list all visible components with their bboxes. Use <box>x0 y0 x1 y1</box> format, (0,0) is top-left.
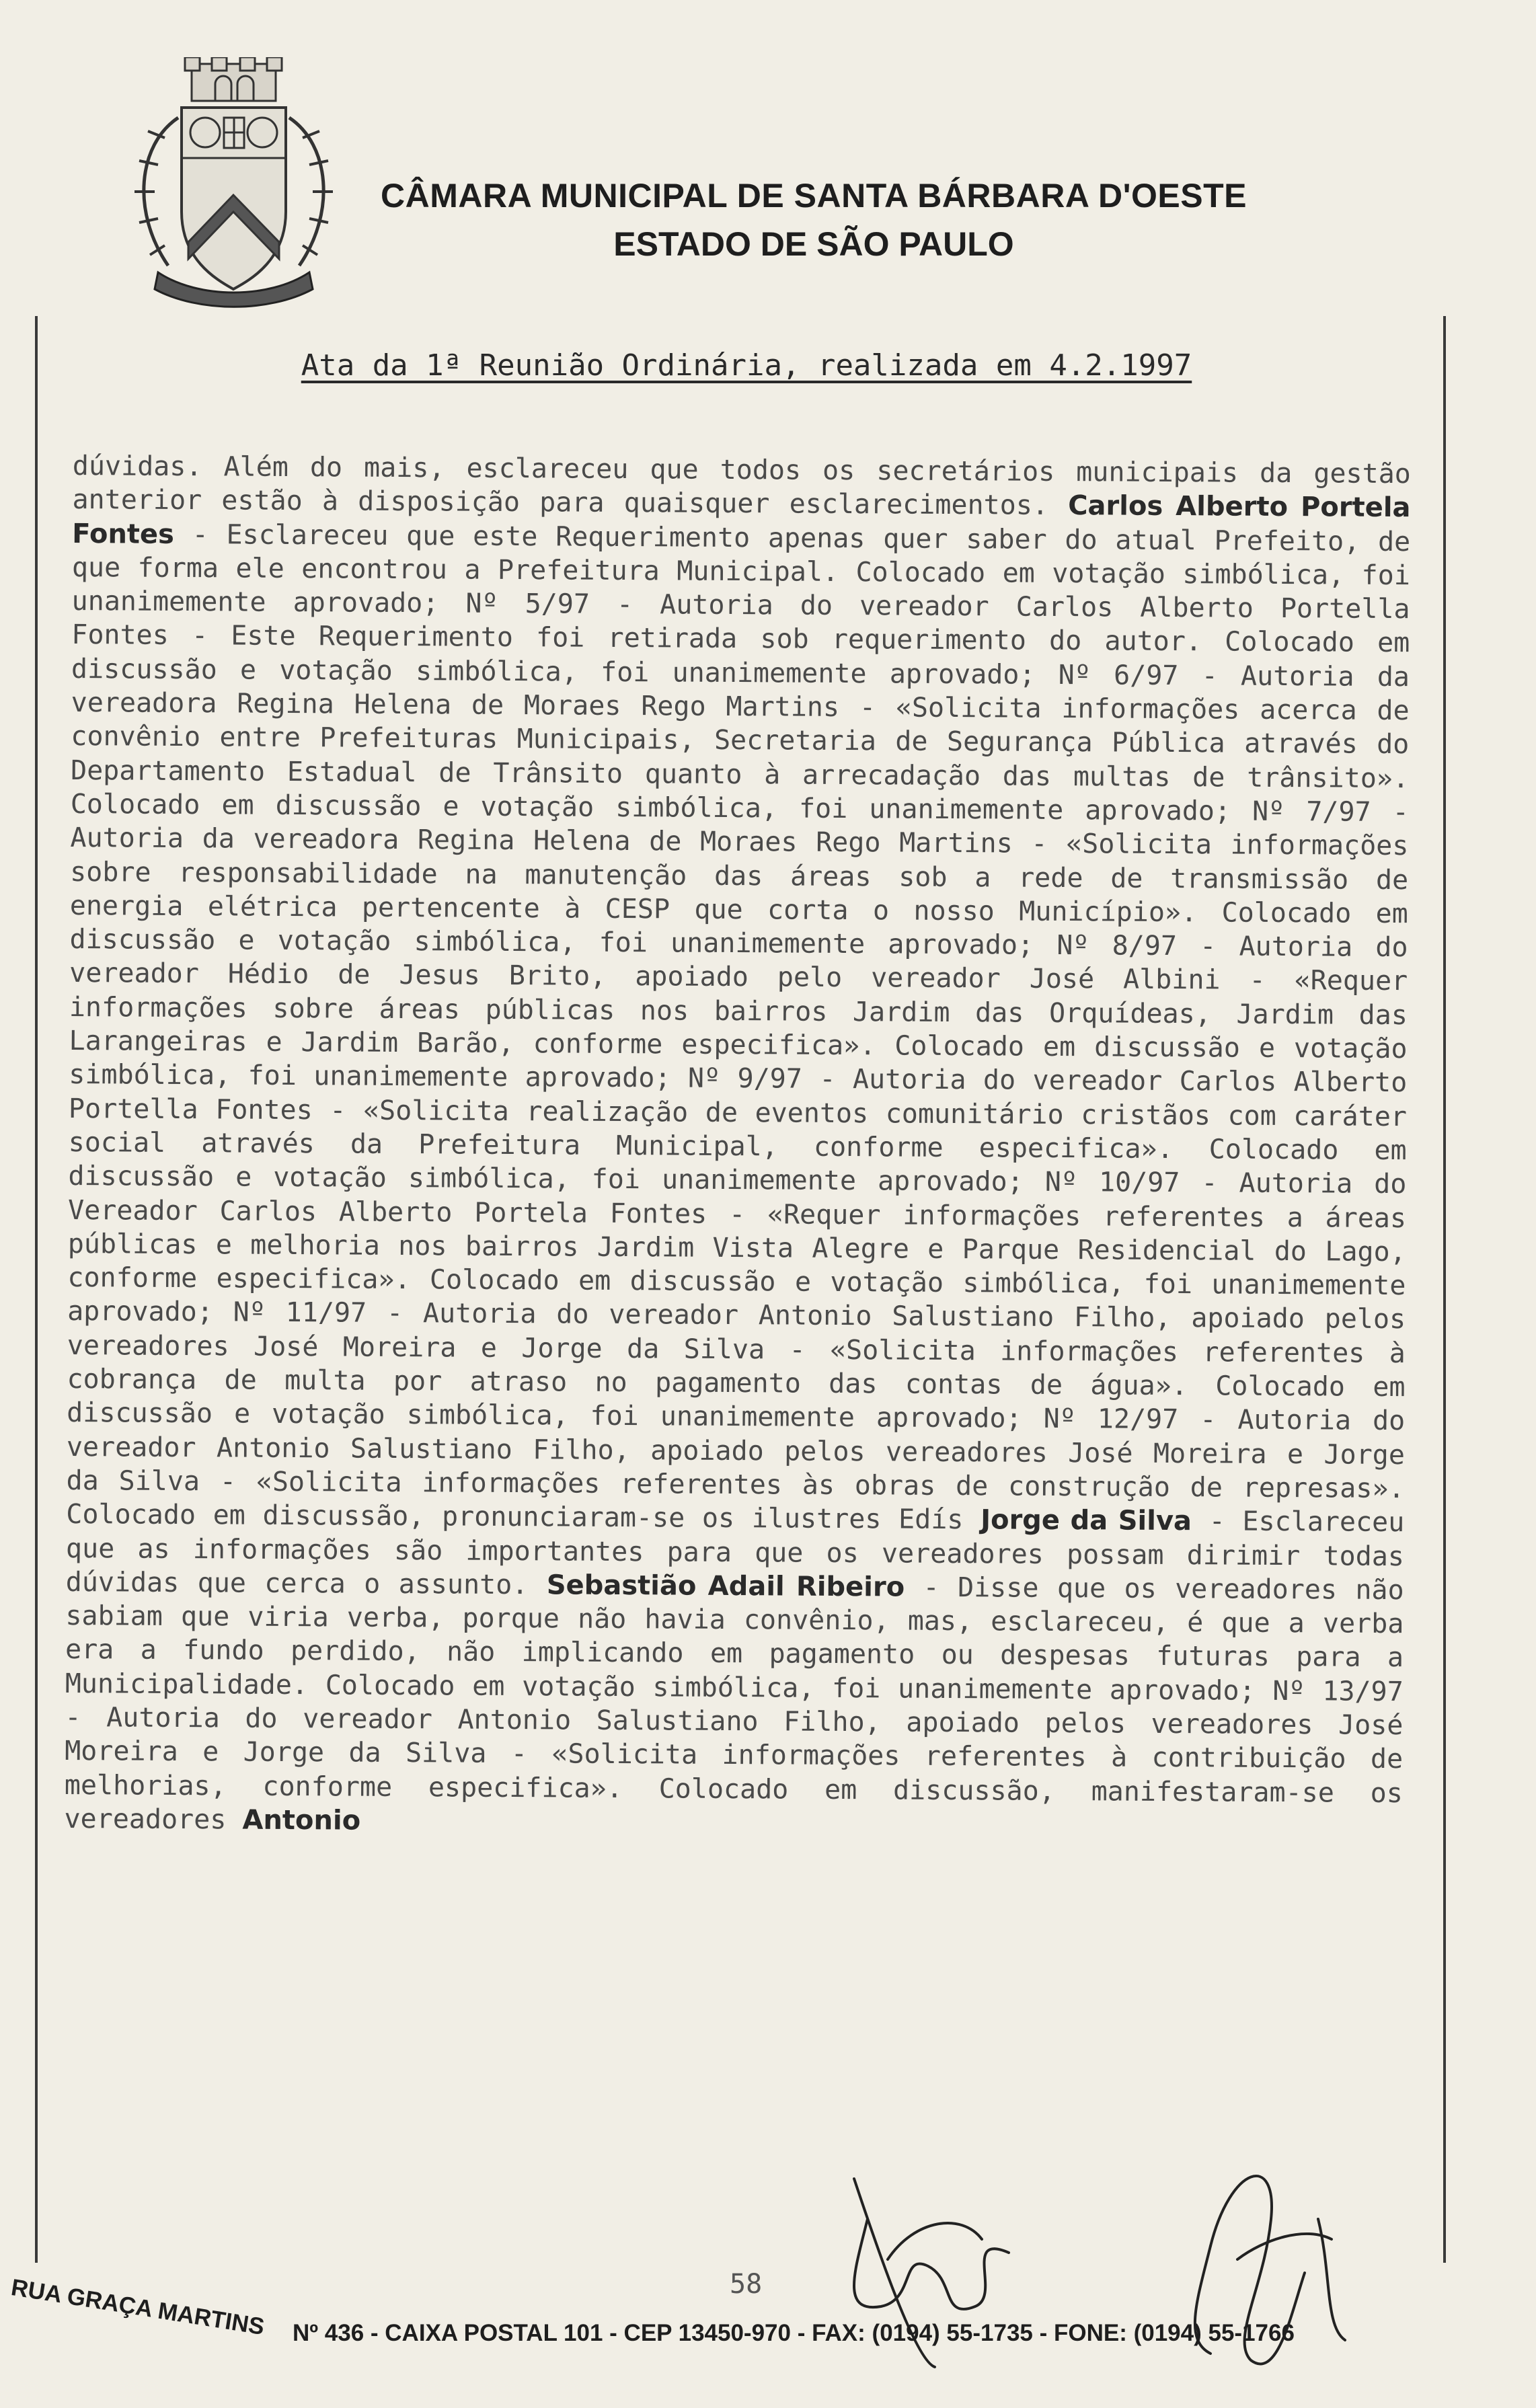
institution-name: CÂMARA MUNICIPAL DE SANTA BÁRBARA D'OESTE <box>381 177 1247 215</box>
letterhead-footer <box>9 2274 1520 2382</box>
letterhead <box>377 176 1251 264</box>
page-number: 58 <box>730 2269 763 2300</box>
state-name: ESTADO DE SÃO PAULO <box>613 225 1014 263</box>
speaker-name: Jorge da Silva <box>981 1504 1192 1537</box>
municipal-coat-of-arms-icon <box>118 57 350 313</box>
speaker-name: Sebastião Adail Ribeiro <box>546 1569 905 1603</box>
document-title: Ata da 1ª Reunião Ordinária, realizada em 4.2.1997 <box>301 348 1192 383</box>
footer-street: RUA GRAÇA MARTINS <box>9 2274 266 2341</box>
minutes-text: dúvidas. Além do mais, esclareceu que todos os secretários municipais da gestão anterior estão à disposição para quaisquer esclarecimentos. <box>72 450 1411 522</box>
footer-contact: Nº 436 - CAIXA POSTAL 101 - CEP 13450-970 - FAX: (0194) 55-1735 - FONE: (0194) 55-1766 <box>293 2320 1295 2346</box>
speaker-name: Antonio <box>242 1804 361 1836</box>
minutes-text: - Esclareceu que as informações são importantes para que os vereadores possam dirimir todas dúvidas que cerca o assunto. <box>65 1506 1405 1601</box>
minutes-body-text <box>64 449 1411 1844</box>
right-margin-rule <box>1443 316 1446 2263</box>
speaker-name: Carlos Alberto Portela Fontes <box>72 490 1411 550</box>
minutes-text: - Esclareceu que este Requerimento apenas quer saber do atual Prefeito, de que forma ele encontrou a Prefeitura Municipal. Colocado em votação simbólica, foi unanimemente aprovado; Nº 5/97 - Autoria do vereador Carlos Alberto Portella Fontes - Este Requerimento foi retirada sob requerimento do autor. Colocado em discussão e votação simbólica, foi unanimemente aprovado; Nº 6/97 - Autoria da vereadora Regina Helena de Moraes Rego Martins - «Solicita informações acerca de convênio entre Prefeituras Municipais, Secretaria de Segurança Pública através do Departamento Estadual de Trânsito quanto à arrecadação das multas de trânsito». Colocado em discussão e votação simbólica, foi unanimemente aprovado; Nº 7/97 - Autoria da vereadora Regina Helena de Moraes Rego Martins - «Solicita informações sobre responsabilidade na manutenção das áreas sob a rede de transmissão de energia elétrica pertencente à CESP que corta o nosso Município». Colocado em discussão e votação simbólica, foi unanimemente aprovado; Nº 8/97 - Autoria do vereador Hédio de Jesus Brito, apoiado pelo vereador José Albini - «Requer informações sobre áreas públicas nos bairros Jardim das Orquídeas, Jardim das Larangeiras e Jardim Barão, conforme especifica». Colocado em discussão e votação simbólica, foi unanimemente aprovado; Nº 9/97 - Autoria do vereador Carlos Alberto Portella Fontes - «Solicita realização de eventos comunitário cristãos com caráter social através da Prefeitura Municipal, conforme especifica». Colocado em discussão e votação simbólica, foi unanimemente aprovado; Nº 10/97 - Autoria do Vereador Carlos Alberto Portela Fontes - «Requer informações referentes a áreas públicas e melhoria nos bairros Jardim Vista Alegre e Parque Residencial do Lago, conforme especifica». Colocado em discussão e votação simbólica, foi unanimemente aprovado; Nº 11/97 - Autoria do vereador Antonio Salustiano Filho, apoiado pelos vereadores José Moreira e Jorge da Silva - «Solicita informações referentes à cobrança de multa por atraso no pagamento das contas de água». Colocado em discussão e votação simbólica, foi unanimemente aprovado; Nº 12/97 - Autoria do vereador Antonio Salustiano Filho, apoiado pelos vereadores José Moreira e Jorge da Silva - «Solicita informações referentes às obras de construção de represas». Colocado em discussão, pronunciaram-se os ilustres Edís <box>66 518 1411 1536</box>
minutes-text: - Disse que os vereadores não sabiam que viria verba, porque não havia convênio, mas, esclareceu, é que a verba era a fundo perdido, não implicando em pagamento ou despesas futuras para a Municipalidade. Colocado em votação simbólica, foi unanimemente aprovado; Nº 13/97 - Autoria do vereador Antonio Salustiano Filho, apoiado pelos vereadores José Moreira e Jorge da Silva - «Solicita informações referentes à contribuição de melhorias, conforme especifica». Colocado em discussão, manifestaram-se os vereadores <box>64 1571 1404 1836</box>
left-margin-rule <box>35 316 38 2263</box>
